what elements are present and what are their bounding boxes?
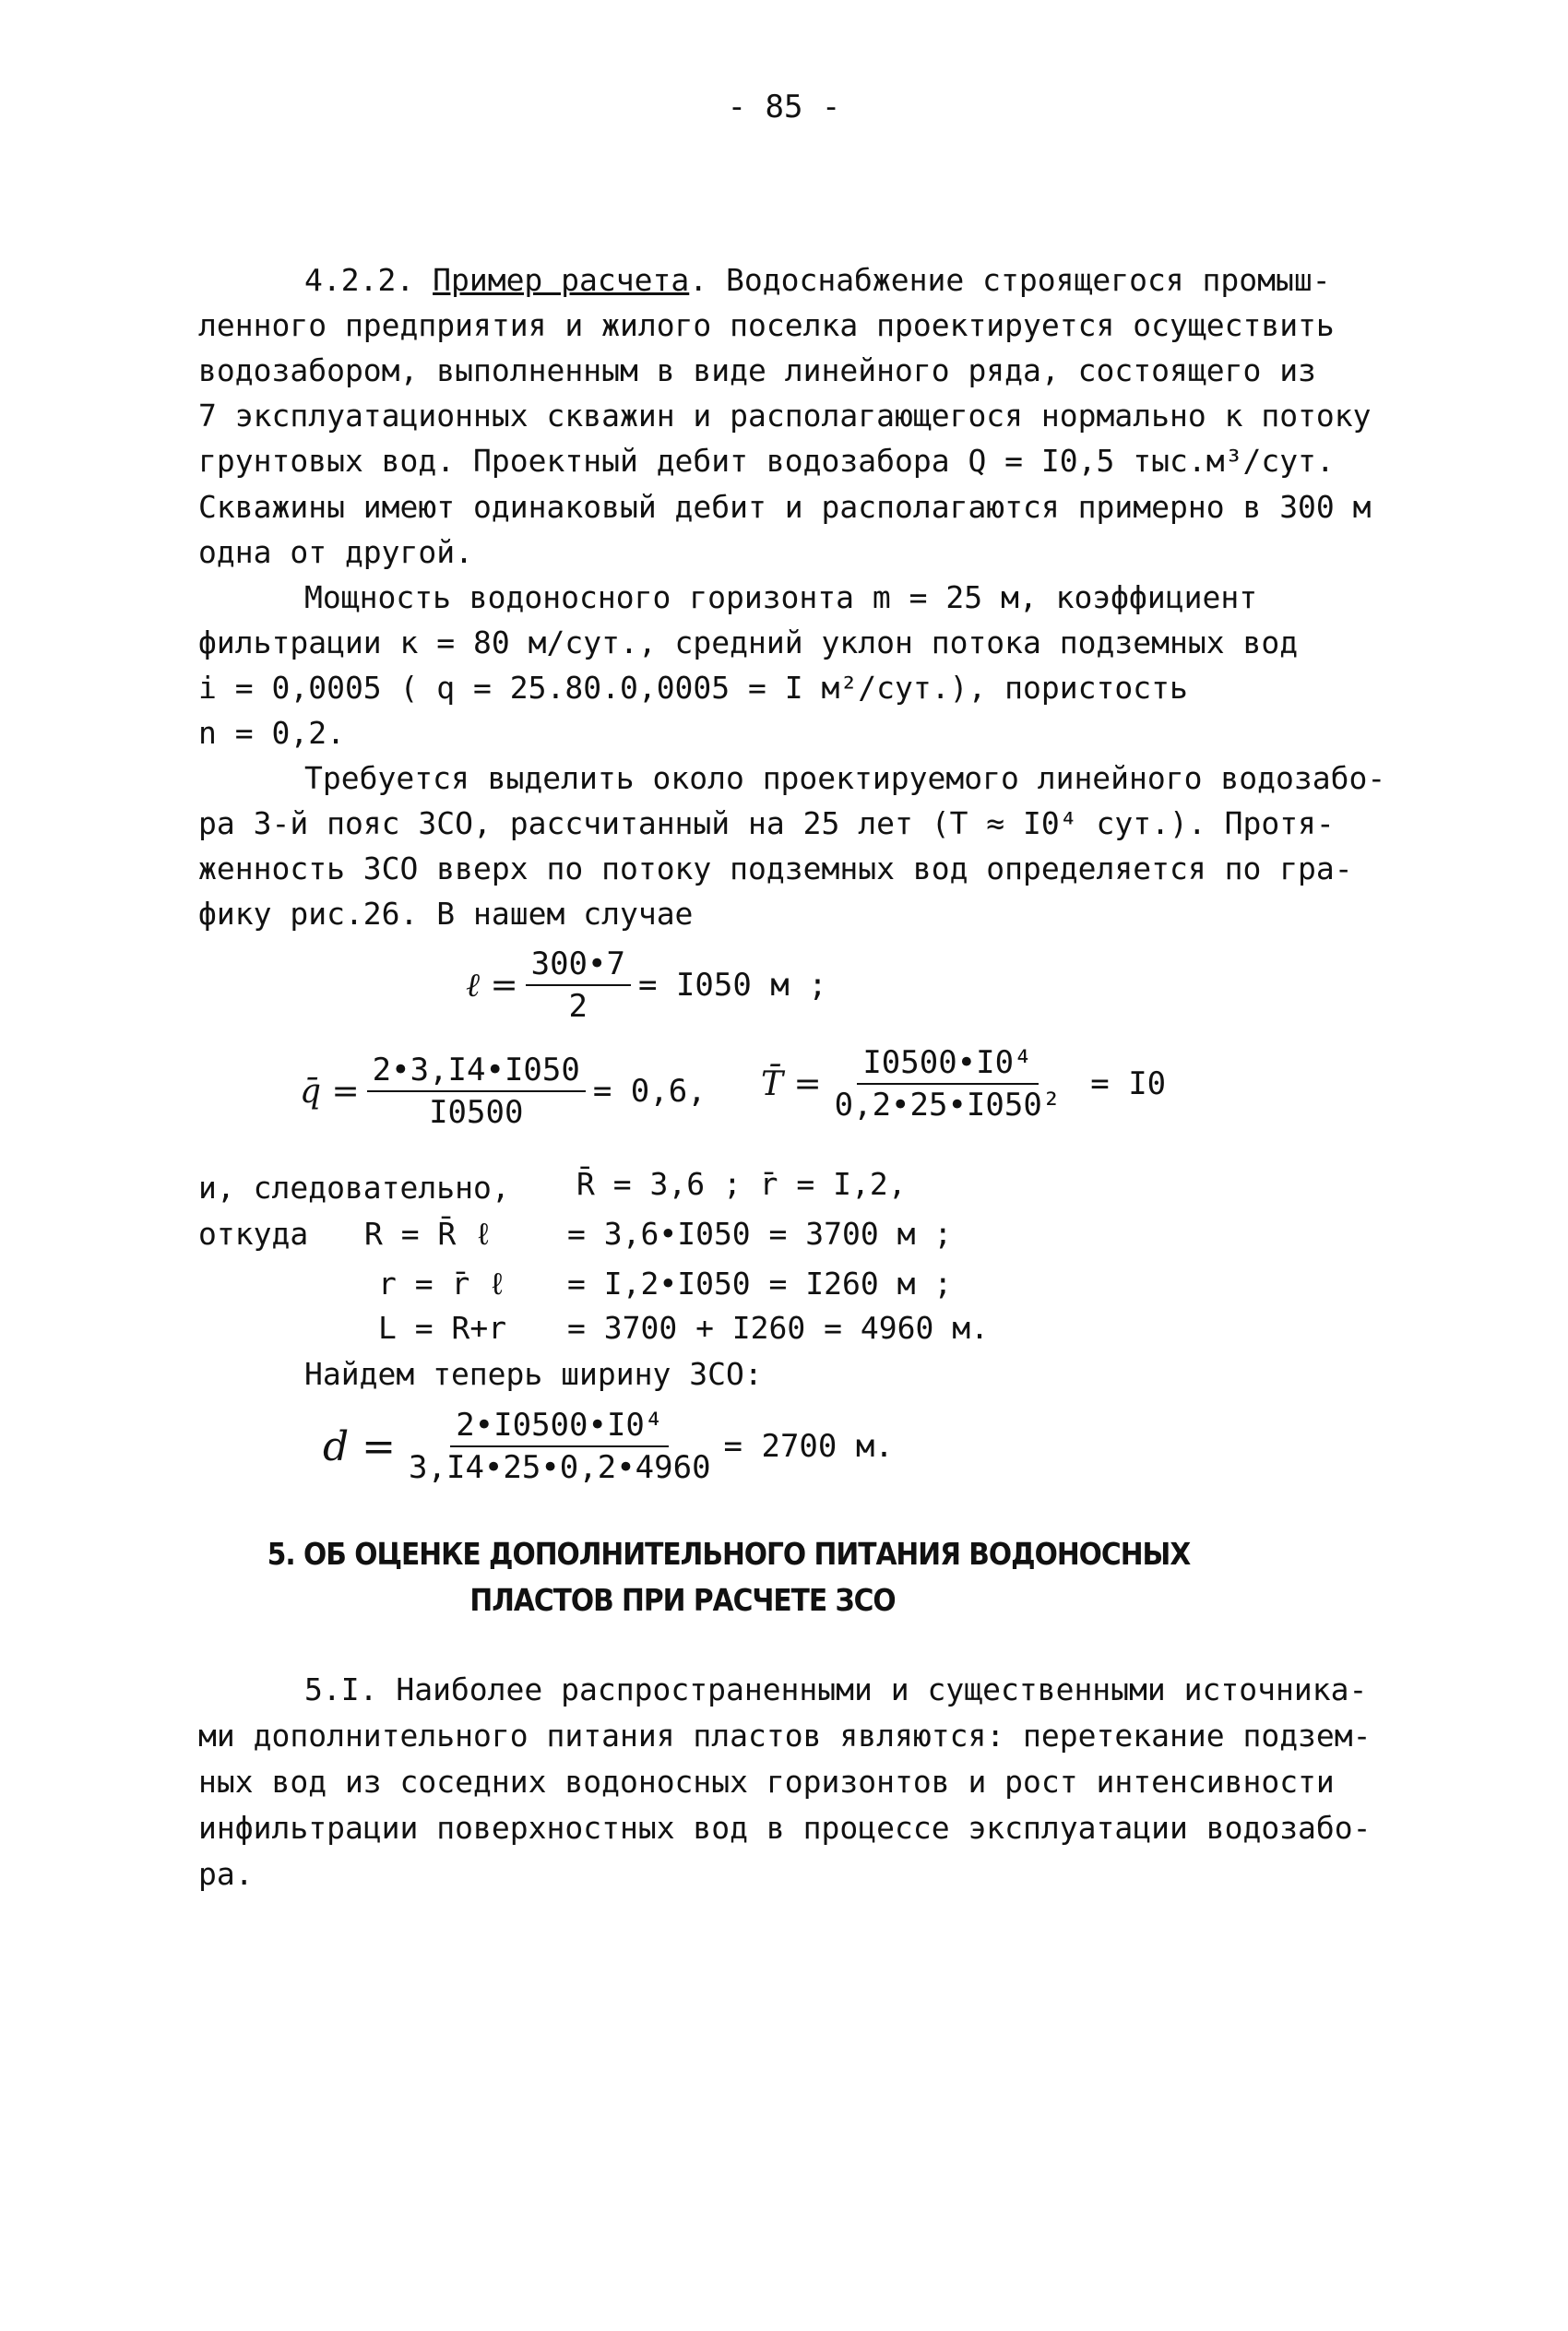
denominator: 0,2•25•I050²	[834, 1087, 1062, 1124]
fraction	[829, 1044, 1067, 1124]
paragraph-line: фику рис.26. В нашем случае	[198, 896, 694, 932]
paragraph-line: грунтовых вод. Проектный дебит водозабора Q = I0,5 тыс.м³/сут.	[198, 443, 1335, 479]
equation-lhs: ℓ =	[466, 967, 518, 1005]
formula-R: R = R̄ ℓ	[364, 1216, 493, 1252]
example-title: Пример расчета	[433, 262, 690, 298]
value-R: = 3,6•I050 = 3700 м ;	[567, 1216, 953, 1252]
equation-q	[300, 1052, 707, 1131]
result-dimensionless: R̄ = 3,6 ; r̄ = I,2,	[576, 1166, 907, 1202]
equation-rhs: = 2700 м.	[723, 1428, 894, 1465]
denominator: 2	[568, 988, 588, 1025]
numerator: 2•I0500•I0⁴	[450, 1407, 669, 1447]
equation-t	[761, 1044, 1166, 1124]
result-label: и, следовательно,	[198, 1170, 510, 1206]
paragraph-line: ра.	[198, 1856, 254, 1892]
paragraph-line: 5.I. Наиболее распространенными и существенными источника-	[304, 1671, 1368, 1707]
numerator: I0500•I0⁴	[857, 1044, 1038, 1085]
paragraph-line: ра 3-й пояс ЗСО, рассчитанный на 25 лет (Т ≈ I0⁴ сут.). Протя-	[198, 805, 1335, 841]
value-L: = 3700 + I260 = 4960 м.	[567, 1310, 989, 1346]
fraction	[526, 945, 631, 1025]
formula-r: r = r̄ ℓ	[378, 1266, 507, 1302]
result-label: откуда	[198, 1216, 309, 1252]
page-number: - 85 -	[727, 89, 841, 125]
text-run: . Водоснабжение строящегося промыш-	[689, 262, 1331, 298]
formula-L: L = R+r	[378, 1310, 507, 1346]
denominator: I0500	[429, 1094, 524, 1131]
numerator: 2•3,I4•I050	[367, 1052, 586, 1092]
fraction	[403, 1407, 717, 1486]
equation-lhs: T̄ =	[761, 1064, 822, 1103]
paragraph-line: водозабором, выполненным в виде линейного ряда, состоящего из	[198, 352, 1316, 388]
equation-lhs: d =	[323, 1422, 397, 1470]
denominator: 3,I4•25•0,2•4960	[409, 1449, 711, 1486]
equation-rhs: = 0,6,	[592, 1073, 707, 1110]
paragraph-line: i = 0,0005 ( q = 25.80.0,0005 = I м²/сут.), пористость	[198, 670, 1188, 706]
paragraph-line: n = 0,2.	[198, 715, 345, 751]
paragraph-line: инфильтрации поверхностных вод в процессе эксплуатации водозабо-	[198, 1810, 1372, 1846]
paragraph-line: женность ЗСО вверх по потоку подземных вод определяется по гра-	[198, 850, 1353, 886]
paragraph-line: ми дополнительного питания пластов являются: перетекание подзем-	[198, 1718, 1372, 1754]
paragraph-line: ных вод из соседних водоносных горизонтов и рост интенсивности	[198, 1764, 1335, 1800]
section-number: 4.2.2.	[304, 262, 415, 298]
equation-rhs: = I0	[1090, 1065, 1167, 1102]
equation-lhs: q̄ =	[300, 1072, 360, 1111]
value-r: = I,2•I050 = I260 м ;	[567, 1266, 953, 1302]
section-heading-line-2: ПЛАСТОВ ПРИ РАСЧЕТЕ ЗСО	[469, 1582, 896, 1618]
section-heading-line-1: 5. ОБ ОЦЕНКЕ ДОПОЛНИТЕЛЬНОГО ПИТАНИЯ ВОДОНОСНЫХ	[267, 1536, 1191, 1572]
paragraph-4-2-2-line-1	[304, 262, 1331, 298]
paragraph-line: ленного предприятия и жилого поселка проектируется осуществить	[198, 307, 1335, 343]
paragraph-line: Найдем теперь ширину ЗСО:	[304, 1356, 763, 1392]
paragraph-line: Мощность водоносного горизонта m = 25 м, коэффициент	[304, 579, 1258, 615]
equation-rhs: = I050 м ;	[637, 967, 827, 1004]
paragraph-line: 7 эксплуатационных скважин и располагающегося нормально к потоку	[198, 398, 1372, 434]
fraction	[367, 1052, 586, 1131]
equation-length	[466, 945, 827, 1025]
paragraph-line: фильтрации к = 80 м/сут., средний уклон потока подземных вод	[198, 624, 1299, 660]
paragraph-line: одна от другой.	[198, 534, 474, 570]
paragraph-line: Скважины имеют одинаковый дебит и располагаются примерно в 300 м	[198, 489, 1372, 525]
equation-width	[323, 1407, 894, 1486]
numerator: 300•7	[526, 945, 631, 986]
paragraph-line: Требуется выделить около проектируемого линейного водозабо-	[304, 760, 1386, 796]
